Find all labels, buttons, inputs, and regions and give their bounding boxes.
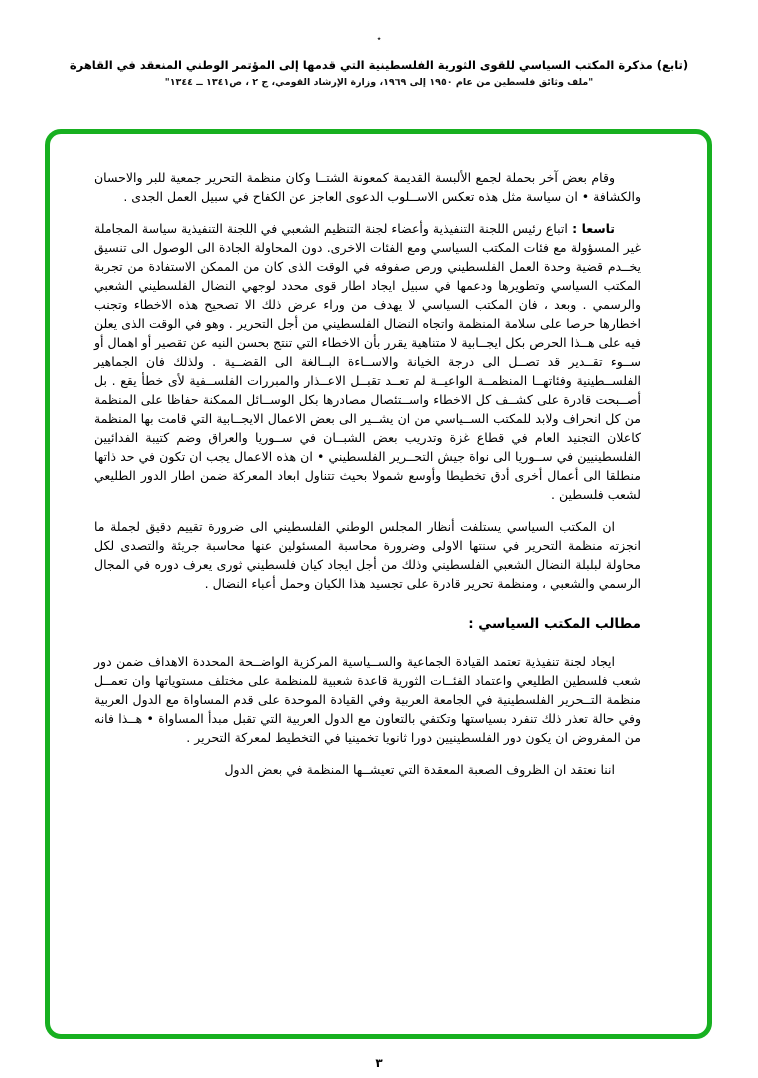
paragraph-1: وقام بعض آخر بحملة لجمع الألبسة القديمة كمعونة الشتــا وكان منظمة التحرير جمعية للبر والاحسان والكشافة • ان سياسة مثل هذه تعكس الاســلوب الدعوى العاجز عن الكفاح في سبيل العمل الجدى . — [94, 170, 641, 204]
paragraph-5: اننا نعتقد ان الظروف الصعبة المعقدة التي تعيشــها المنظمة في بعض الدول — [224, 762, 615, 777]
section-heading: مطالب المكتب السياسي : — [468, 616, 641, 632]
paragraph-2-text: اتباع رئيس اللجنة التنفيذية وأعضاء لجنة التنظيم الشعبي في اللجنة التنفيذية سياسة المجاملة غير المسؤولة مع فئات المكتب السياسي ومع الفئات الاخرى. دون المحاولة الجادة الى الوصول الى تنسيق يخــدم قضية وحدة العمل الفلسطيني ورص صفوفه في الوقت الذى كان من الممكن الاستفادة من تجربة المكتب السياسي وتطويرها ودعمها في سبيل ايجاد اطار قوى محدد لوجهي النضال الفلسطيني الشعبي والرسمي . وبعد ، فان المكتب السياسي لا يهدف من وراء عرض ذلك الا تصحيح هذه الاخطاء وتجنب اخطارها حرصا على سلامة المنظمة واتجاه النضال الفلسطيني من أجل التحرير . وهو في الوقت الذى يعلن فيه على هــذا الحرص بكل ايجــابية لا متناهية يقرر بأن الاخطاء التي تنتج بحسن النيه عن تقصير أو اهمال أو ســوء تقــدير قد تصــل الى درجة الخيانة والاســاءة البــالغة الى القضــية . ولذلك فان الجماهير الفلســطينية وفئاتهــا المنظمــة الواعيــة لم تعــد تقبــل الاعــذار والمبررات الفلســفية لأى خطأ يقع . بل أصــبحت قادرة على كشــف كل الاخطاء واســتئصال مصادرها بكل الوســائل الممكنة حفاظا على المنظمة من كل انحراف ولابد للمكتب الســياسي من ان يشــير الى بعض الاعمال الايجــابية التي قامت بها المنظمة كاعلان التجنيد العام في قطاع غزة وتدريب بعض الشبــان في ســوريا والعراق وضم كتيبة الفدائيين الفلسطينيين في ســوريا الى نواة جيش التحــرير الفلسطيني • ان هذه الاعمال يجب ان تكون في حد ذاتها منطلقا الى أعمال أخرى أدق تخطيطا وأوسع شمولا بحيث تتناول ابعاد المعركة ضمن اطار الدور الطليعي لشعب فلسطين . — [94, 221, 641, 502]
paragraph-2-lead: تاسعا : — [567, 221, 615, 236]
top-mark: ٭ — [376, 34, 382, 43]
document-body — [50, 134, 707, 779]
paragraph-4: ايجاد لجنة تنفيذية تعتمد القيادة الجماعية والســياسية المركزية الواضــحة المحددة الاهداف ضمن دور شعب فلسطين الطليعي واعتماد الفئــات الثورية قاعدة شعبية للمنظمة على مختلف مستوياتها وان تعمــل منظمة التــحرير الفلسطينية في الجامعة العربية وفي القيادة الموحدة على قدم المساواة مع الدول العربية وفي حالة تعذر ذلك تنفرد بسياستها وتكتفي بالتعاون مع الدول العربية التي تقبل مبدأ المساواة • هــذا فانه من المفروض ان يكون دور الفلسطينيين دورا ثانويا تخمينيا في التخطيط لمعركة التحرير . — [94, 654, 641, 745]
header-title: (تابع) مذكرة المكتب السياسي للقوى الثورية الفلسطينية التي قدمها إلى المؤتمر الوطني المنعقد في القاهرة — [69, 58, 689, 72]
paragraph-3: ان المكتب السياسي يستلفت أنظار المجلس الوطني الفلسطيني الى ضرورة تقييم دقيق لجملة ما انجزته منظمة التحرير في سنتها الاولى وضرورة محاسبة المسئولين عنها محاسبة جريئة والتصدى لكل محاولة لبلبلة النضال الشعبي الفلسطيني وذلك من أجل ايجاد كيان فلسطيني ثورى يعرف دوره في المجال الرسمي والشعبي ، ومنظمة تحرير قادرة على تجسيد هذا الكيان وحمل أعباء النضال . — [94, 519, 641, 591]
page-number: ٣ — [375, 1056, 383, 1070]
header-subtitle: "ملف وثائق فلسطين من عام ١٩٥٠ إلى ١٩٦٩، وزارة الإرشاد القومي، ج ٢ ، ص١٣٤١ ــ ١٣٤٤" — [164, 77, 594, 88]
paragraph-2 — [94, 219, 641, 504]
green-border-frame — [45, 129, 712, 1039]
document-header — [0, 58, 758, 88]
